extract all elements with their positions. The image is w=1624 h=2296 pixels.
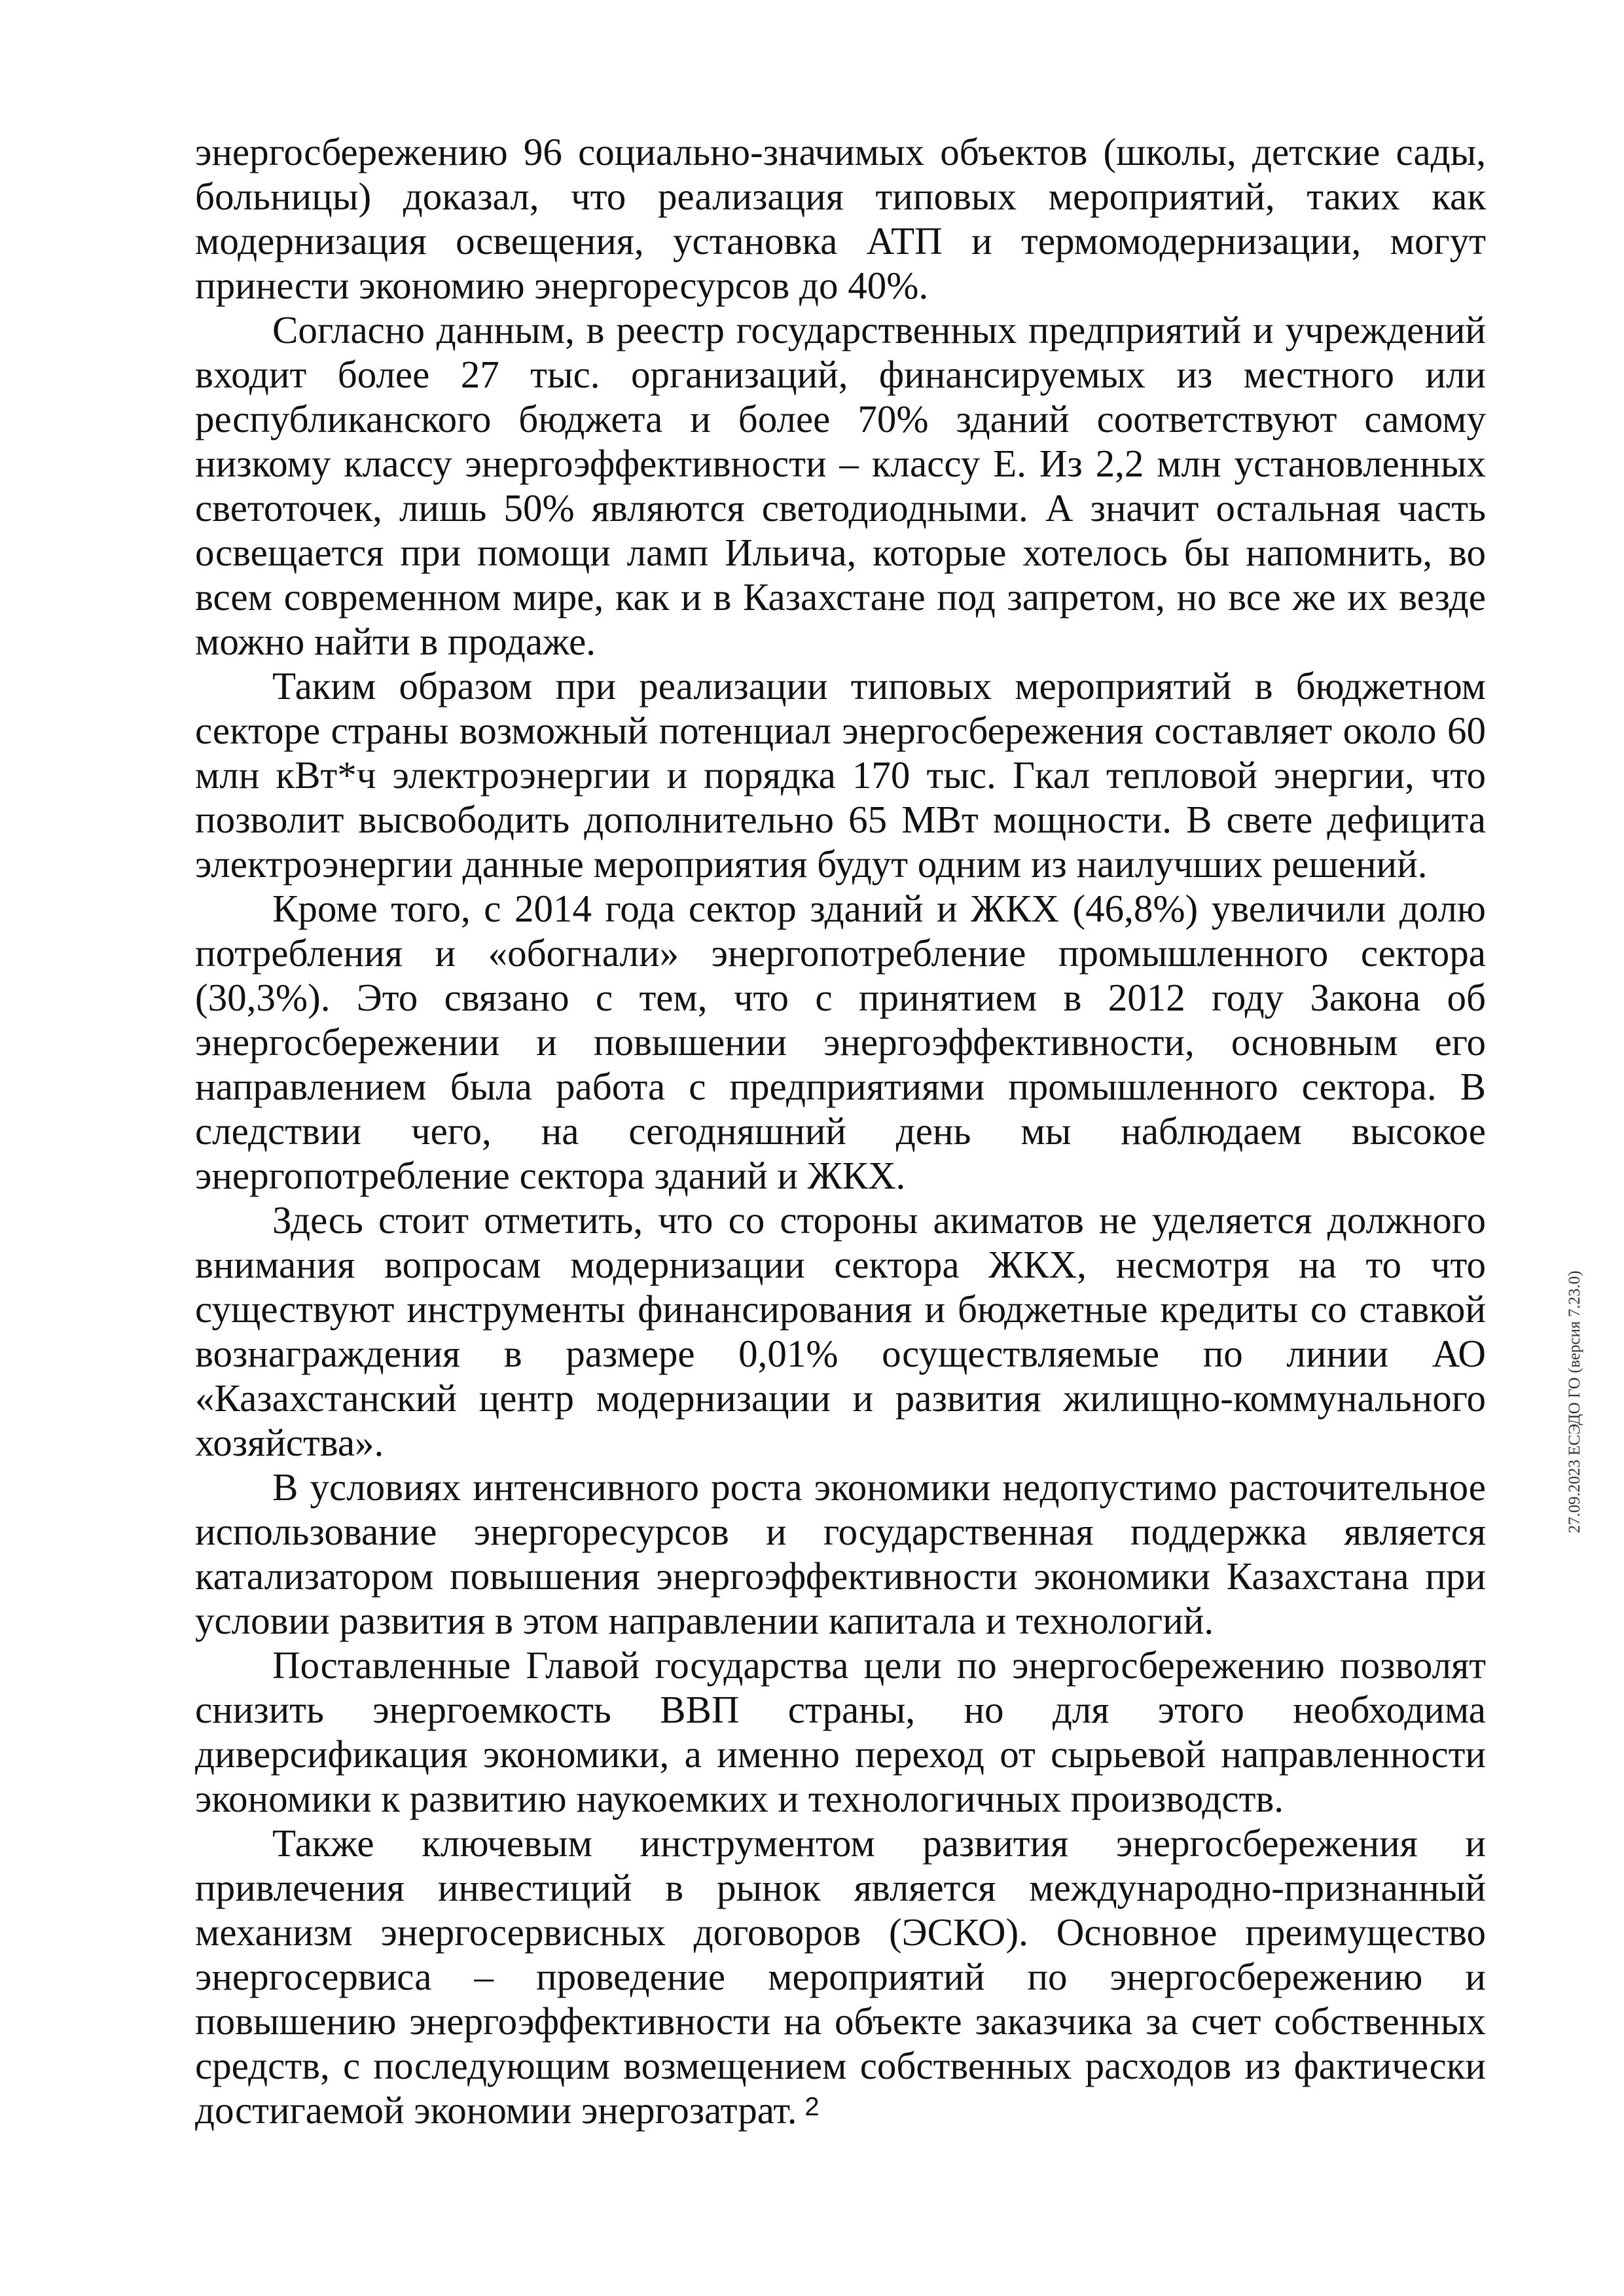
paragraph-housing-sector: Кроме того, с 2014 года сектор зданий и ЖКХ (46,8%) увеличили долю потребления и «обогнали» энергопотребление промышленного сектора (30,3%). Это связано с тем, что с принятием в 2012 году Закона об энергосбережении и повышении энергоэффективности, основным его направлением была работа с предприятиями промышленного сектора. В следствии чего, на сегодняшний день мы наблюдаем высокое энергопотребление сектора зданий и ЖКХ. bbox=[195, 887, 1486, 1197]
document-system-stamp: 27.09.2023 ЕСЭДО ГО (версия 7.23.0) bbox=[1566, 1270, 1583, 1534]
paragraph-akimats: Здесь стоит отметить, что со стороны акиматов не уделяется должного внимания вопросам модернизации сектора ЖКХ, несмотря на то что существуют инструменты финансирования и бюджетные кредиты со ставкой вознаграждения в размере 0,01% осуществляемые по линии АО «Казахстанский центр модернизации и развития жилищно-коммунального хозяйства». bbox=[195, 1198, 1486, 1464]
paragraph-potential: Таким образом при реализации типовых мероприятий в бюджетном секторе страны возможный потенциал энергосбережения составляет около 60 млн кВт*ч электроэнергии и порядка 170 тыс. Гкал тепловой энергии, что позволит высвободить дополнительно 65 МВт мощности. В свете дефицита электроэнергии данные мероприятия будут одним из наилучших решений. bbox=[195, 664, 1486, 886]
body-text bbox=[195, 130, 1486, 2132]
paragraph-economy-growth: В условиях интенсивного роста экономики недопустимо расточительное использование энергоресурсов и государственная поддержка является катализатором повышения энергоэффективности экономики Казахстана при условии развития в этом направлении капитала и технологий. bbox=[195, 1465, 1486, 1642]
paragraph-head-of-state-goals: Поставленные Главой государства цели по энергосбережению позволят снизить энергоемкость ВВП страны, но для этого необходима диверсификация экономики, а именно переход от сырьевой направленности экономики к развитию наукоемких и технологичных производств. bbox=[195, 1643, 1486, 1820]
paragraph-esco: Также ключевым инструментом развития энергосбережения и привлечения инвестиций в рынок является международно-признанный механизм энергосервисных договоров (ЭСКО). Основное преимущество энергосервиса – проведение мероприятий по энергосбережению и повышению энергоэффективности на объекте заказчика за счет собственных средств, с последующим возмещением собственных расходов из фактически достигаемой экономии энергозатрат. bbox=[195, 1821, 1486, 2132]
paragraph-continuation: энергосбережению 96 социально-значимых объектов (школы, детские сады, больницы) доказал, что реализация типовых мероприятий, таких как модернизация освещения, установка АТП и термомодернизации, могут принести экономию энергоресурсов до 40%. bbox=[195, 130, 1486, 307]
paragraph-registry: Согласно данным, в реестр государственных предприятий и учреждений входит более 27 тыс. организаций, финансируемых из местного или республиканского бюджета и более 70% зданий соответствуют самому низкому классу энергоэффективности – классу Е. Из 2,2 млн установленных светоточек, лишь 50% являются светодиодными. А значит остальная часть освещается при помощи ламп Ильича, которые хотелось бы напомнить, во всем современном мире, как и в Казахстане под запретом, но все же их везде можно найти в продаже. bbox=[195, 308, 1486, 663]
page-number: 2 bbox=[804, 2092, 820, 2121]
